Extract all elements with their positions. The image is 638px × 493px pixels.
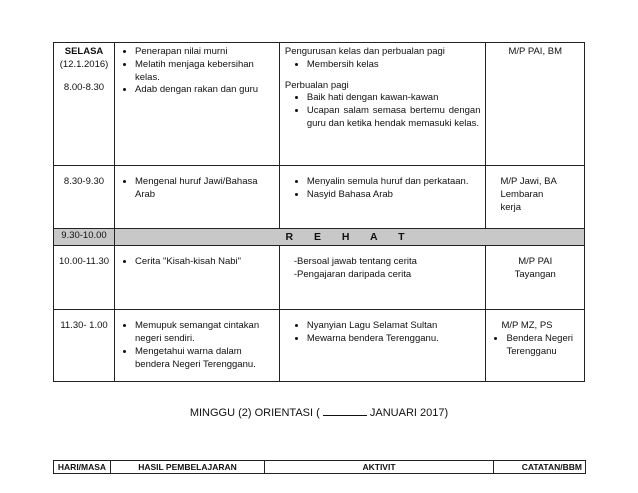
table-row — [54, 43, 585, 166]
catatan-line: Lembaran — [500, 188, 544, 200]
table-row-rehat — [54, 229, 585, 246]
time-slot: 9.30-10.00 — [54, 229, 115, 246]
list-item: • Membersih kelas — [307, 59, 481, 72]
day-name: SELASA — [64, 46, 104, 57]
catatan-line: Tayangan — [514, 268, 556, 280]
aktivit-title: Pengurusan kelas dan perbualan pagi — [284, 46, 445, 57]
day-date: (12.1.2016) — [59, 58, 109, 70]
aktivit-subtitle: Perbualan pagi — [284, 79, 349, 91]
hasil-cell — [115, 43, 280, 166]
list-item: • Nasyid Bahasa Arab — [307, 189, 481, 202]
list-item: • Nyanyian Lagu Selamat Sultan — [307, 320, 481, 333]
catatan-cell — [486, 166, 585, 229]
aktivit-cell — [279, 246, 486, 310]
time-slot: 8.30-9.30 — [63, 176, 105, 187]
header-hari-masa: HARI/MASA — [54, 461, 111, 474]
list-item: • Mengetahui warna dalam bendera Negeri Terengganu. — [135, 346, 274, 372]
catatan-cell — [486, 310, 585, 382]
list-item: • Mengenal huruf Jawi/Bahasa Arab — [135, 176, 274, 202]
schedule-table — [53, 42, 585, 382]
aktivit-cell — [279, 310, 486, 382]
time-slot: 11.30- 1.00 — [60, 320, 108, 332]
aktivit-cell — [279, 166, 486, 229]
table-row — [54, 246, 585, 310]
aktivit-line: -Bersoal jawab tentang cerita — [293, 256, 417, 268]
catatan-cell — [486, 246, 585, 310]
list-item: • Baik hati dengan kawan-kawan — [307, 92, 481, 105]
table-row — [54, 310, 585, 382]
time-slot: 10.00-11.30 — [59, 256, 110, 268]
list-item: • Memupuk semangat cintakan negeri sendiri. — [135, 320, 274, 346]
aktivit-line: -Pengajaran daripada cerita — [293, 268, 412, 280]
day-cell — [54, 43, 115, 166]
list-item: • Penerapan nilai murni — [135, 46, 274, 59]
caption-blank-line — [323, 406, 367, 416]
list-item: • Menyalin semula huruf dan perkataan. — [307, 176, 481, 189]
header-catatan: CATATAN/BBM — [494, 461, 586, 474]
caption-end: JANUARI 2017) — [369, 407, 449, 419]
catatan-head: M/P MZ, PS — [501, 320, 553, 332]
day-cell — [54, 310, 115, 382]
list-item: • Cerita "Kisah-kisah Nabi" — [135, 256, 274, 269]
header-table — [53, 460, 586, 474]
list-item: • Adab dengan rakan dan guru — [135, 84, 274, 97]
catatan-text: M/P PAI, BM — [508, 46, 562, 57]
catatan-line: kerja — [500, 201, 522, 213]
aktivit-cell — [279, 43, 486, 166]
list-item: • Bendera Negeri Terengganu — [506, 333, 579, 359]
header-hasil: HASIL PEMBELAJARAN — [111, 461, 265, 474]
table-row — [54, 166, 585, 229]
hasil-cell — [115, 166, 280, 229]
caption-start: MINGGU (2) ORIENTASI ( — [189, 407, 320, 419]
catatan-line: M/P Jawi, BA — [500, 176, 557, 187]
header-row — [54, 461, 586, 474]
catatan-cell — [486, 43, 585, 166]
catatan-line: M/P PAI — [518, 256, 553, 268]
week-caption — [0, 406, 638, 419]
rehat-label: R E H A T — [115, 229, 585, 246]
hasil-cell — [115, 310, 280, 382]
list-item: • Melatih menjaga kebersihan kelas. — [135, 59, 274, 85]
time-slot: 8.00-8.30 — [63, 81, 105, 93]
day-cell — [54, 246, 115, 310]
list-item: • Ucapan salam semasa bertemu dengan guru dan ketika hendak memasuki kelas. — [307, 105, 481, 131]
hasil-cell — [115, 246, 280, 310]
header-aktivit: AKTIVIT — [265, 461, 494, 474]
day-cell — [54, 166, 115, 229]
list-item: • Mewarna bendera Terengganu. — [307, 333, 481, 346]
